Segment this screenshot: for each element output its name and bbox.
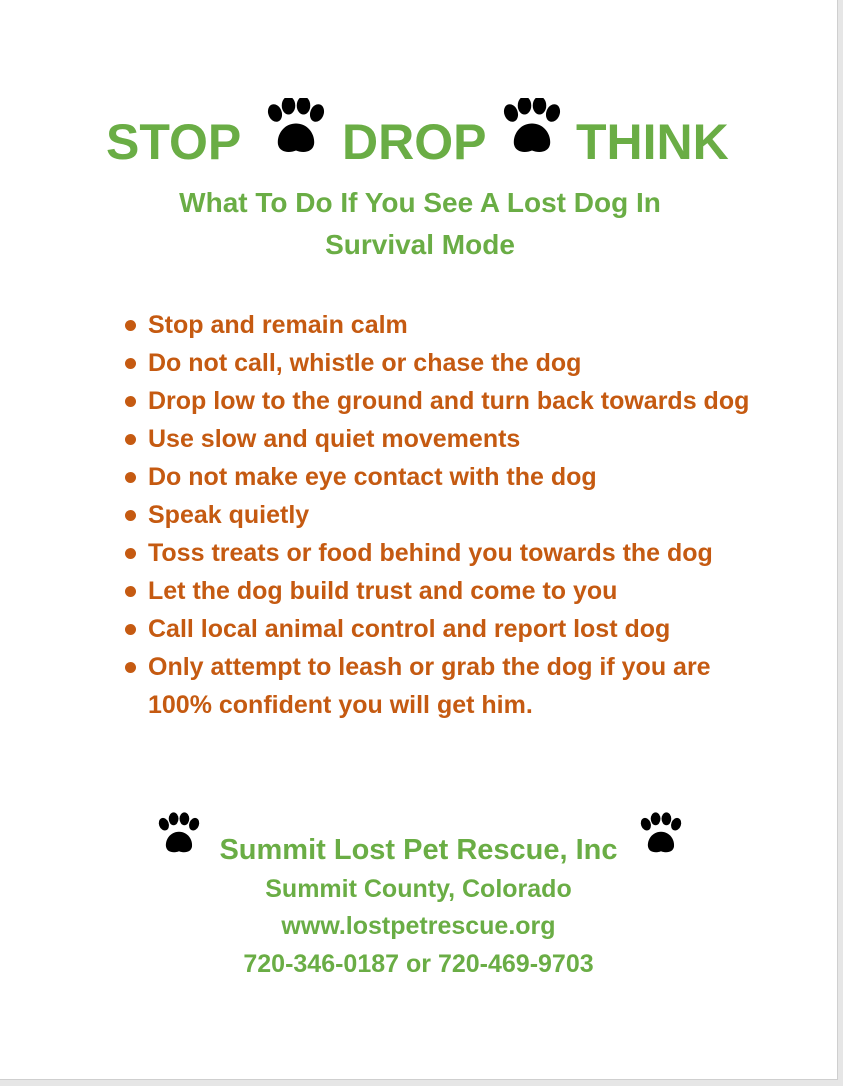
list-item bbox=[122, 648, 762, 724]
list-item-text: Toss treats or food behind you towards the dog bbox=[148, 539, 713, 567]
list-item bbox=[122, 458, 762, 496]
footer-website: www.lostpetrescue.org bbox=[281, 912, 556, 940]
list-item bbox=[122, 572, 762, 610]
subtitle-line-1: What To Do If You See A Lost Dog In bbox=[179, 187, 661, 218]
list-item bbox=[122, 306, 762, 344]
bullet-dot bbox=[125, 586, 136, 597]
paw-print-icon bbox=[494, 98, 570, 158]
list-item bbox=[122, 610, 762, 648]
bullet-dot bbox=[125, 548, 136, 559]
bullet-dot bbox=[125, 472, 136, 483]
subtitle bbox=[90, 182, 750, 266]
footer-organization: Summit Lost Pet Rescue, Inc bbox=[219, 834, 618, 866]
list-item-text: Call local animal control and report lost dog bbox=[148, 615, 671, 643]
list-item bbox=[122, 420, 762, 458]
list-item-text: Let the dog build trust and come to you bbox=[148, 577, 618, 605]
list-item-text: Stop and remain calm bbox=[148, 311, 408, 339]
list-item-text: Do not call, whistle or chase the dog bbox=[148, 349, 582, 377]
list-item bbox=[122, 344, 762, 382]
list-item-text: Do not make eye contact with the dog bbox=[148, 463, 597, 491]
bullet-dot bbox=[125, 510, 136, 521]
list-item-text: Use slow and quiet movements bbox=[148, 425, 521, 453]
headline-word-think: THINK bbox=[576, 114, 729, 170]
list-item bbox=[122, 534, 762, 572]
bullet-dot bbox=[125, 624, 136, 635]
bullet-dot bbox=[125, 396, 136, 407]
bullet-dot bbox=[125, 358, 136, 369]
subtitle-line-2: Survival Mode bbox=[325, 229, 515, 260]
bullet-dot bbox=[125, 320, 136, 331]
paw-print-icon bbox=[258, 98, 334, 158]
headline-word-drop: DROP bbox=[342, 114, 487, 170]
footer-location: Summit County, Colorado bbox=[265, 875, 572, 903]
headline-word-stop: STOP bbox=[106, 114, 242, 170]
headline bbox=[0, 96, 837, 174]
list-item-text: Drop low to the ground and turn back towards dog bbox=[148, 387, 750, 415]
footer-phones: 720-346-0187 or 720-469-9703 bbox=[243, 950, 594, 978]
list-item bbox=[122, 496, 762, 534]
bullet-dot bbox=[125, 434, 136, 445]
list-item bbox=[122, 382, 762, 420]
list-item-text: Only attempt to leash or grab the dog if you are 100% confident you will get him. bbox=[148, 653, 711, 719]
instructions-list bbox=[122, 306, 762, 724]
bullet-dot bbox=[125, 662, 136, 673]
list-item-text: Speak quietly bbox=[148, 501, 310, 529]
